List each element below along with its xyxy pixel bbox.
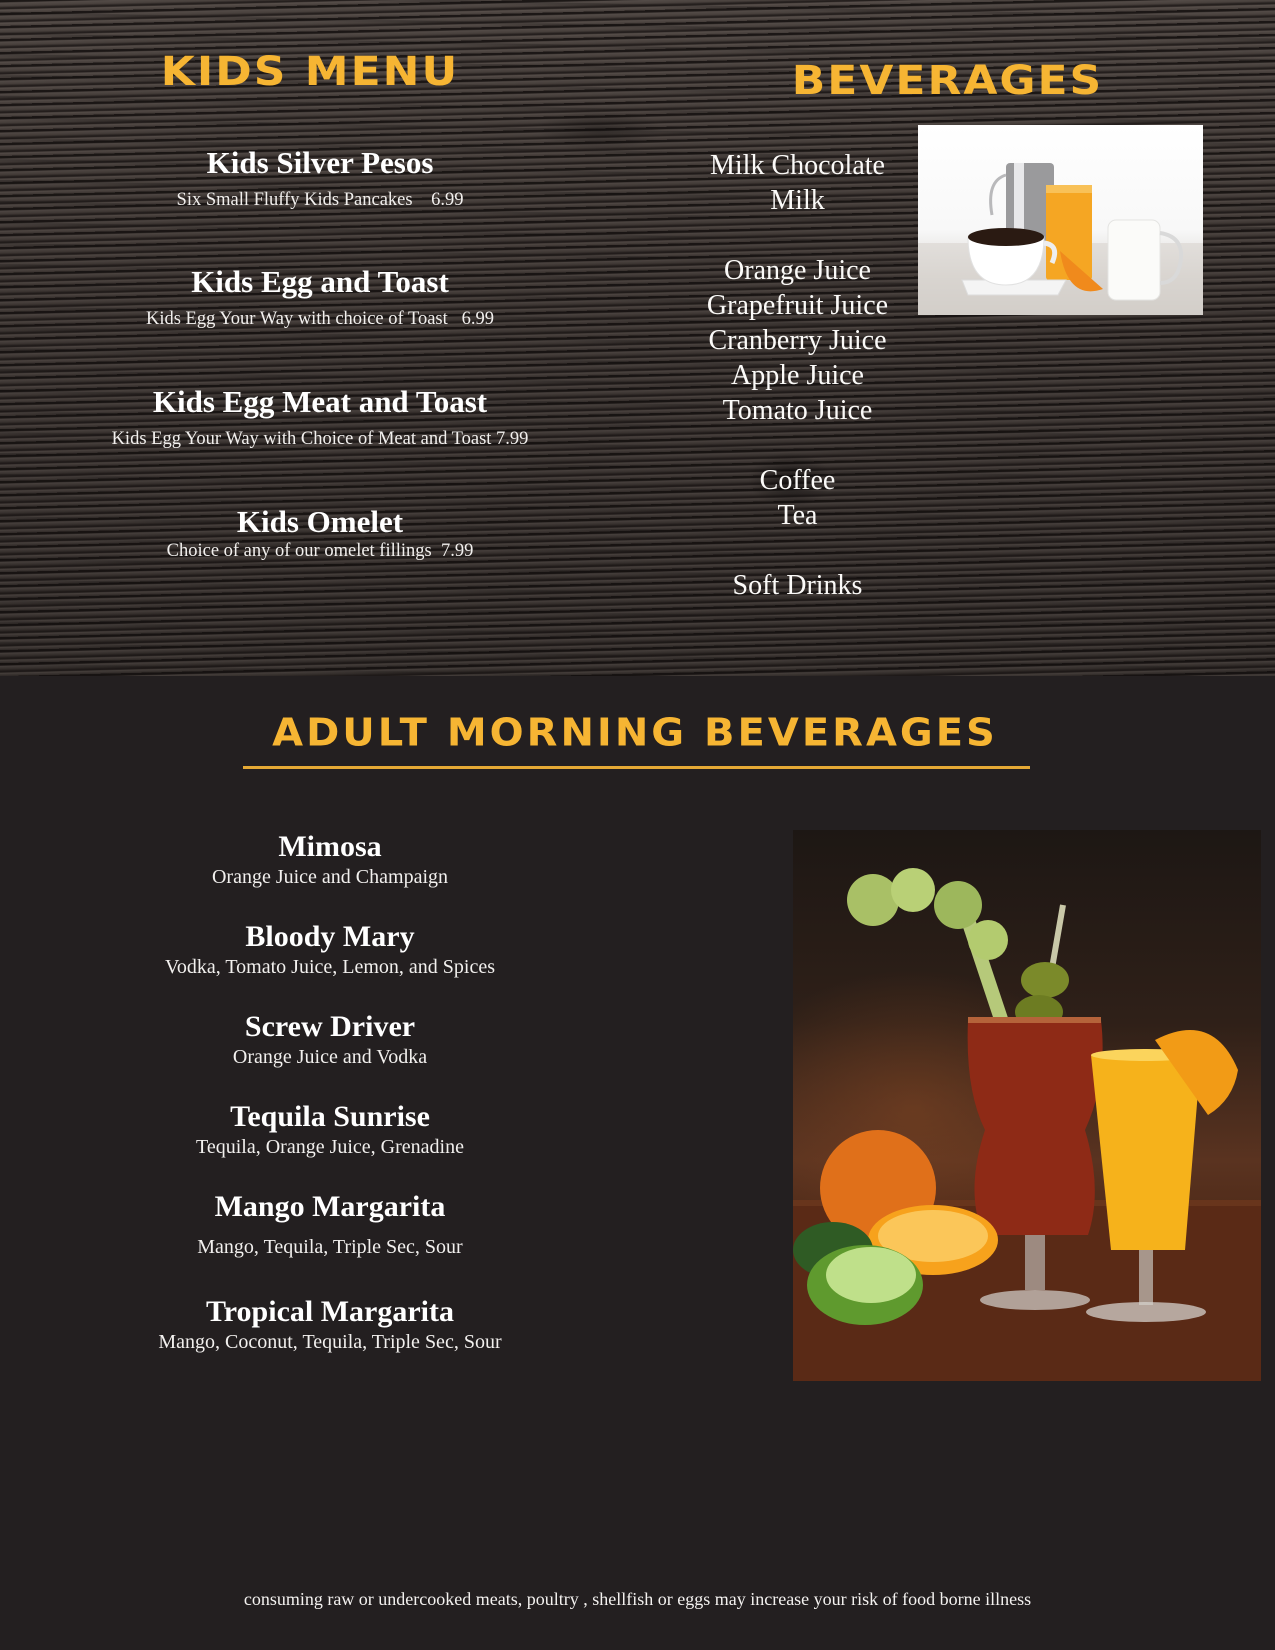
beverage-item: Cranberry Juice	[708, 325, 887, 356]
item-description: Orange Juice and Champaign	[211, 866, 449, 888]
item-name: Tequila Sunrise	[230, 1100, 430, 1133]
item-name: Tropical Margarita	[206, 1295, 454, 1328]
kids-menu-title: KIDS MENU	[160, 48, 460, 95]
wood-panel	[0, 0, 1275, 676]
beverage-item: Soft Drinks	[732, 570, 863, 601]
title-divider	[243, 766, 1030, 769]
beverage-item: Milk	[770, 185, 825, 216]
adult-beverage-item	[100, 1009, 560, 1069]
item-name: Bloody Mary	[245, 920, 415, 953]
adult-beverage-item	[100, 1189, 560, 1259]
adult-beverage-item	[100, 829, 560, 889]
item-name: Kids Egg Meat and Toast	[152, 384, 488, 419]
item-description: Vodka, Tomato Juice, Lemon, and Spices	[164, 956, 496, 978]
beverage-item: Apple Juice	[731, 360, 864, 391]
kids-menu-item	[0, 145, 640, 211]
beverage-item: Tea	[777, 500, 818, 531]
item-name: Kids Egg and Toast	[191, 264, 449, 299]
item-name: Kids Silver Pesos	[206, 145, 434, 180]
kids-menu-item	[0, 384, 640, 450]
item-name: Screw Driver	[244, 1010, 416, 1043]
kids-menu-item	[0, 504, 640, 562]
item-description: Kids Egg Your Way with choice of Toast 6.99	[145, 309, 494, 329]
beverage-item: Milk Chocolate	[710, 150, 885, 181]
bloody-mary-and-orange-juice-illustration	[793, 830, 1261, 1381]
item-description: Orange Juice and Vodka	[232, 1046, 428, 1068]
adult-beverage-item	[100, 1294, 560, 1354]
cocktails-photo	[793, 830, 1261, 1381]
adult-beverages-title: ADULT MORNING BEVERAGES	[272, 711, 998, 755]
adult-beverage-item	[100, 1099, 560, 1159]
adult-beverage-item	[100, 919, 560, 979]
beverage-item: Grapefruit Juice	[706, 290, 889, 321]
beverages-title: BEVERAGES	[791, 57, 1104, 104]
beverage-item: Tomato Juice	[722, 395, 873, 426]
coffee-juice-milk-illustration	[918, 125, 1203, 315]
item-description: Six Small Fluffy Kids Pancakes 6.99	[176, 190, 464, 210]
beverages-photo	[918, 125, 1203, 315]
food-safety-disclaimer: consuming raw or undercooked meats, poultry , shellfish or eggs may increase your risk of food borne illness	[243, 1589, 1032, 1609]
item-name: Mimosa	[278, 830, 382, 863]
beverage-item: Coffee	[759, 465, 836, 496]
item-description: Kids Egg Your Way with Choice of Meat and Toast 7.99	[111, 429, 529, 449]
item-name: Kids Omelet	[236, 504, 404, 539]
item-description: Mango, Tequila, Triple Sec, Sour	[197, 1236, 463, 1258]
beverage-item: Orange Juice	[724, 255, 871, 286]
beverages-list	[680, 148, 915, 603]
item-description: Choice of any of our omelet fillings 7.99	[166, 541, 474, 561]
item-description: Tequila, Orange Juice, Grenadine	[196, 1136, 464, 1158]
kids-menu-item	[0, 264, 640, 330]
item-description: Mango, Coconut, Tequila, Triple Sec, Sour	[158, 1331, 502, 1353]
item-name: Mango Margarita	[214, 1190, 446, 1223]
